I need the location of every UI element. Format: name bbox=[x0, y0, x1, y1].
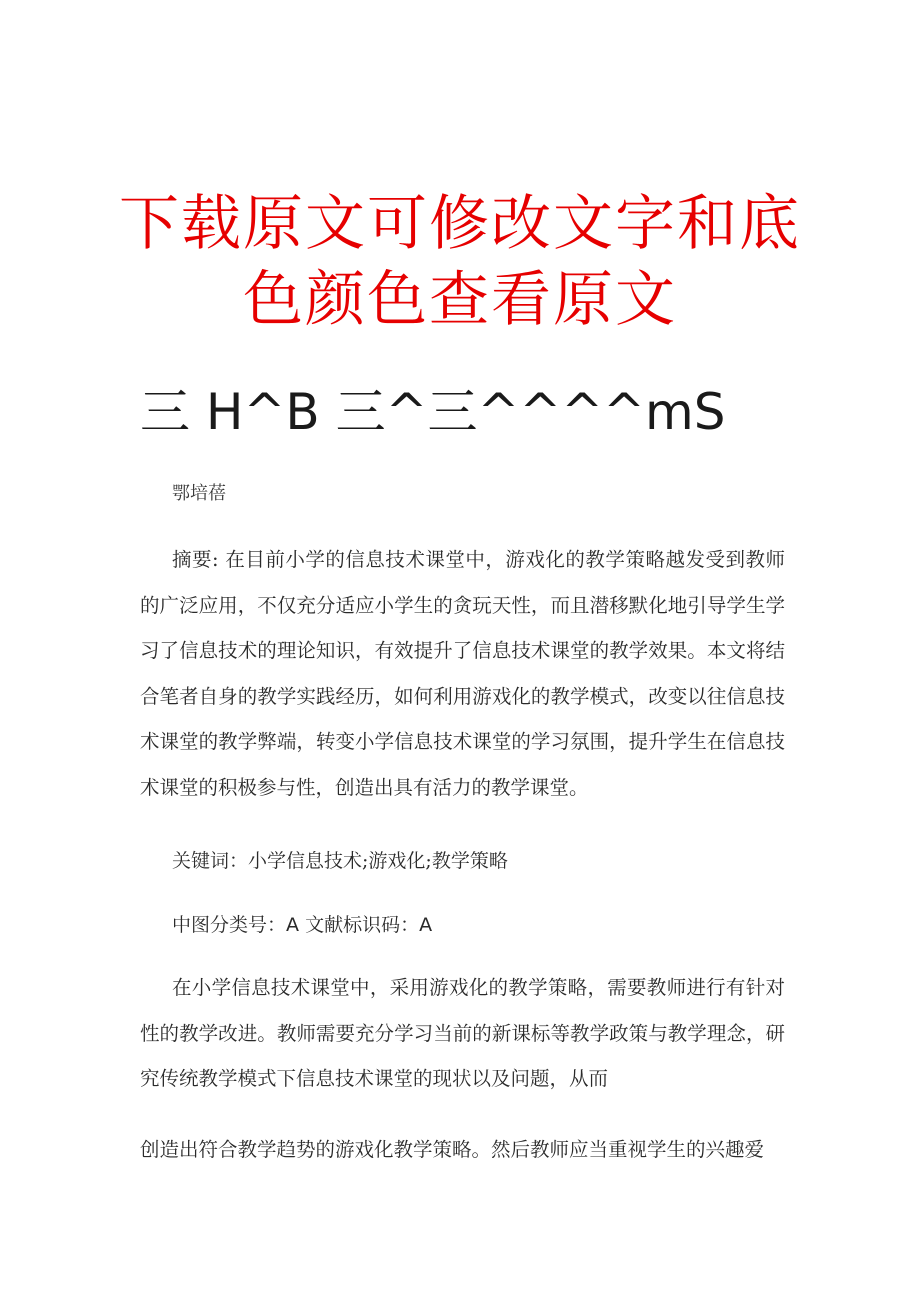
abstract-paragraph bbox=[140, 537, 785, 810]
doc-code-value: A bbox=[419, 914, 433, 936]
doc-code-label: 文献标识码： bbox=[305, 914, 420, 936]
keywords-text: 小学信息技术;游戏化;教学策略 bbox=[248, 850, 508, 872]
abstract-separator: : bbox=[212, 548, 219, 571]
continuation-line: 创造出符合教学趋势的游戏化教学策略。然后教师应当重视学生的兴趣爱 bbox=[140, 1138, 765, 1161]
abstract-label: 摘要 bbox=[172, 548, 213, 571]
classification-value: A bbox=[286, 914, 300, 936]
classification-line bbox=[172, 905, 432, 945]
classification-label: 中图分类号： bbox=[172, 914, 287, 936]
download-banner[interactable]: 下载原文可修改文字和底色颜色查看原文 bbox=[119, 189, 801, 335]
keywords-line bbox=[172, 841, 508, 881]
author-name: 鄂培蓓 bbox=[172, 483, 226, 504]
abstract-text: 在目前小学的信息技术课堂中，游戏化的教学策略越发受到教师的广泛应用，不仅充分适应小学生的贪玩天性，而且潜移默化地引导学生学习了信息技术的理论知识，有效提升了信息技术课堂的教学效果。本文将结合笔者自身的教学实践经历，如何利用游戏化的教学模式，改变以往信息技术课堂的教学弊端，转变小学信息技术课堂的学习氛围，提升学生在信息技术课堂的积极参与性，创造出具有活力的教学课堂。 bbox=[140, 548, 785, 799]
keywords-label: 关键词： bbox=[172, 850, 249, 872]
body-paragraph: 在小学信息技术课堂中，采用游戏化的教学策略，需要教师进行有针对性的教学改进。教师需要充分学习当前的新课标等教学政策与教学理念，研究传统教学模式下信息技术课堂的现状以及问题，从而 bbox=[140, 976, 785, 1090]
document-title: 三 H^B 三^三^^^^mS bbox=[140, 383, 726, 441]
